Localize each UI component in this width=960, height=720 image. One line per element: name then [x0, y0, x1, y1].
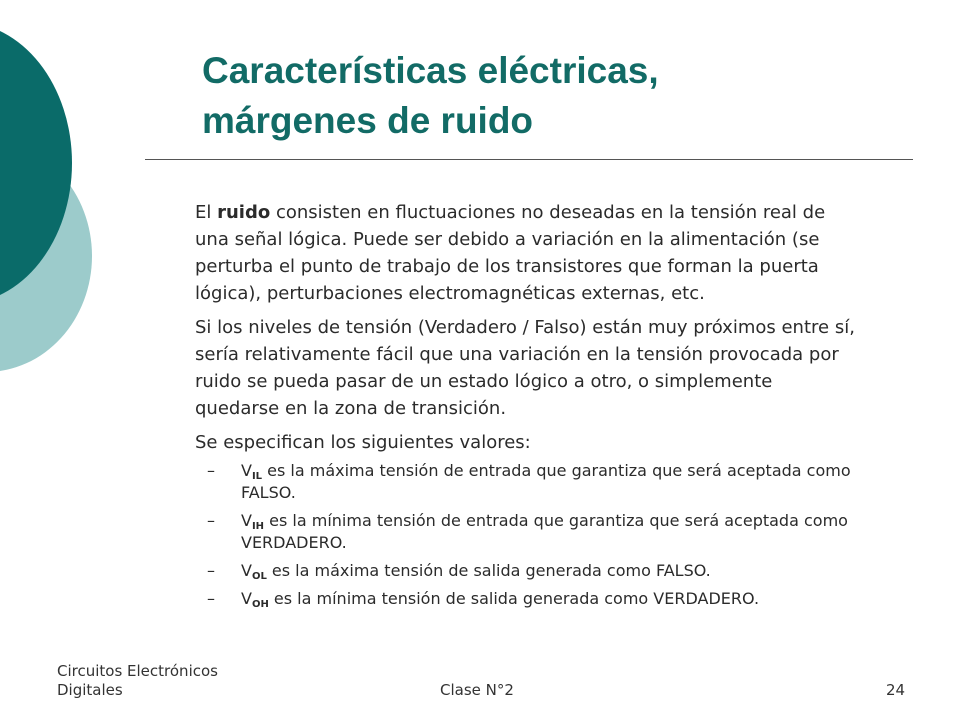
list-dash: – [207, 511, 215, 530]
paragraph-1-bold-term: ruido [217, 202, 271, 223]
slide-title-line-1: Características eléctricas, [202, 50, 659, 91]
footer-course-name [57, 662, 218, 700]
slide-body [195, 199, 855, 616]
list-dash: – [207, 461, 215, 480]
footer-course-line-2: Digitales [57, 681, 123, 699]
voltage-subscript: IL [251, 471, 263, 482]
slide-title [202, 46, 922, 146]
title-divider [145, 159, 913, 160]
list-item-text: es la mínima tensión de entrada que garantiza que será aceptada como VERDADERO. [241, 511, 848, 552]
paragraph-1-text: consisten en fluctuaciones no deseadas en la tensión real de una señal lógica. Puede ser debido a variación en la alimentación (se perturba el punto de trabajo de los transistores que forman la puerta lógica), perturbaciones electromagnéticas externas, etc. [195, 202, 826, 304]
voltage-subscript: OL [251, 571, 267, 582]
list-dash: – [207, 561, 215, 580]
paragraph-voltage-levels: Si los niveles de tensión (Verdadero / Falso) están muy próximos entre sí, sería relativamente fácil que una variación en la tensión provocada por ruido se pueda pasar de un estado lógico a otro, o simplemente quedarse en la zona de transición. [195, 317, 855, 419]
list-dash: – [207, 589, 215, 608]
paragraph-1-prefix: El [195, 202, 218, 223]
voltage-subscript: OH [251, 599, 269, 610]
voltage-symbol: V [241, 589, 252, 608]
list-item-text: es la máxima tensión de entrada que garantiza que será aceptada como FALSO. [241, 461, 851, 502]
voltage-symbol: V [241, 511, 252, 530]
values-list [195, 460, 855, 610]
footer-course-line-1: Circuitos Electrónicos [57, 662, 218, 680]
voltage-symbol: V [241, 461, 252, 480]
voltage-symbol: V [241, 561, 252, 580]
list-item-text: es la máxima tensión de salida generada como FALSO. [266, 561, 711, 580]
slide-title-line-2: márgenes de ruido [202, 100, 534, 141]
list-item [195, 588, 855, 610]
paragraph-values-intro: Se especifican los siguientes valores: [195, 432, 531, 453]
paragraph-noise-definition [195, 199, 855, 307]
slide-number: 24 [886, 681, 906, 699]
footer-class-label: Clase N°2 [440, 681, 514, 699]
list-item-text: es la mínima tensión de salida generada como VERDADERO. [268, 589, 760, 608]
list-item [195, 510, 855, 554]
voltage-subscript: IH [251, 521, 265, 532]
list-item [195, 460, 855, 504]
list-item [195, 560, 855, 582]
